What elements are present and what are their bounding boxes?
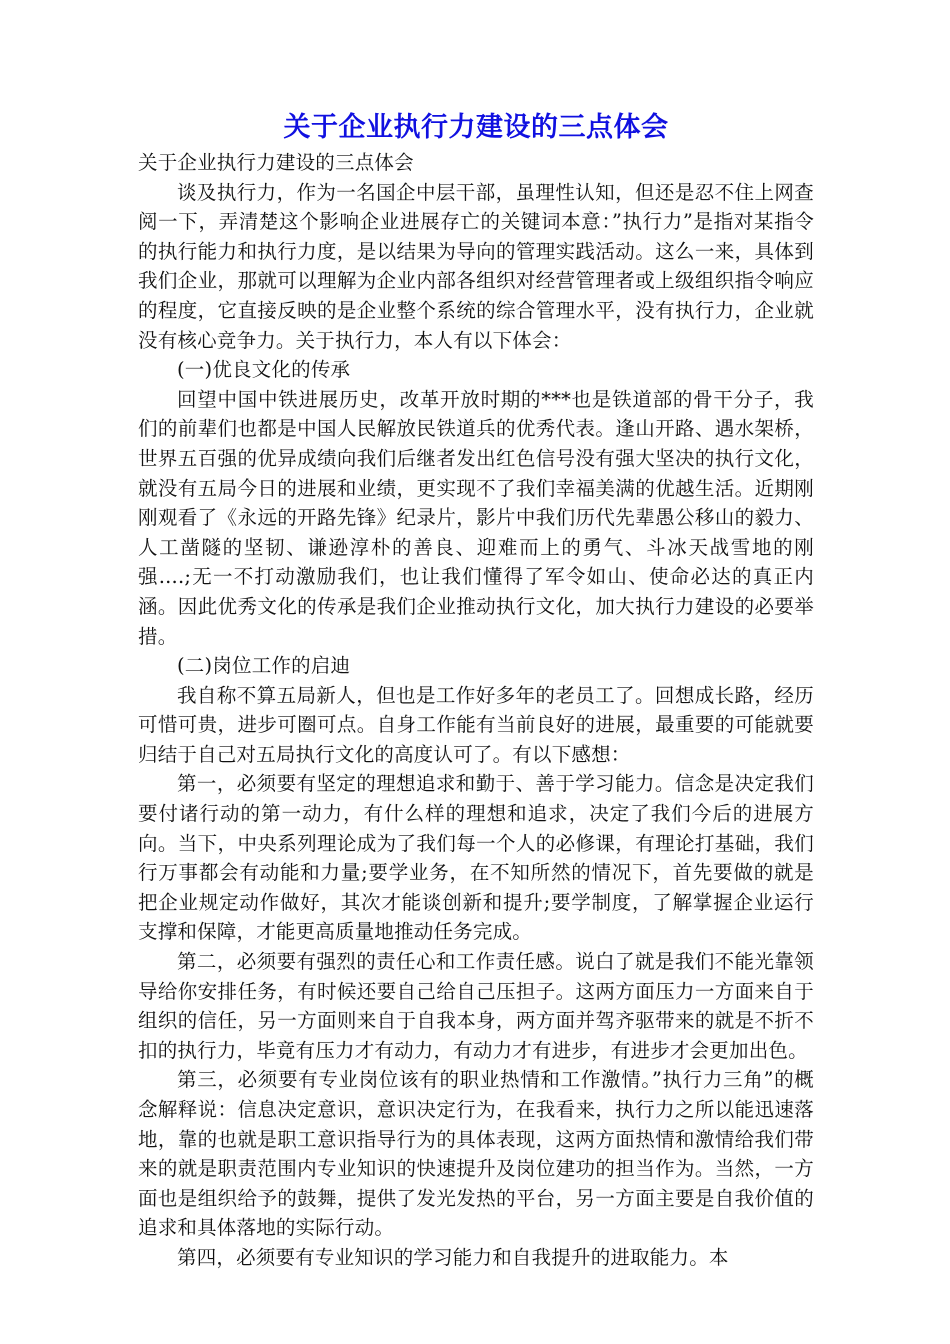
document-subtitle: 关于企业执行力建设的三点体会 — [138, 151, 414, 174]
document-title: 关于企业执行力建设的三点体会 — [283, 112, 669, 143]
paragraph-point-2: 第二，必须要有强烈的责任心和工作责任感。说白了就是我们不能光靠领导给你安排任务，有时候还要自己给自己压担子。这两方面压力一方面来自于组织的信任，另一方面则来自于自我本身，两方面并驾齐驱带来的就是不折不扣的执行力，毕竟有压力才有动力，有动力才有进步，有进步才会更加出色。 — [138, 950, 814, 1062]
document-page — [138, 108, 814, 1273]
paragraph-point-1: 第一，必须要有坚定的理想追求和勤于、善于学习能力。信念是决定我们要付诸行动的第一动力，有什么样的理想和追求，决定了我们今后的进展方向。当下，中央系列理论成为了我们每一个人的必修课，有理论打基础，我们行万事都会有动能和力量;要学业务，在不知所然的情况下，首先要做的就是把企业规定动作做好，其次才能谈创新和提升;要学制度，了解掌握企业运行支撑和保障，才能更高质量地推动任务完成。 — [138, 772, 814, 944]
paragraph-culture: 回望中国中铁进展历史，改革开放时期的***也是铁道部的骨干分子，我们的前辈们也都是中国人民解放民铁道兵的优秀代表。逢山开路、遇水架桥，世界五百强的优异成绩向我们后继者发出红色信号没有强大坚决的执行文化，就没有五局今日的进展和业绩，更实现不了我们幸福美满的优越生活。近期刚刚观看了《永远的开路先锋》纪录片，影片中我们历代先辈愚公移山的毅力、人工凿隧的坚韧、谦逊淳朴的善良、迎难而上的勇气、斗冰天战雪地的刚强....;无一不打动激励我们，也让我们懂得了军令如山、使命必达的真正内涵。因此优秀文化的传承是我们企业推动执行文化，加大执行力建设的必要举措。 — [138, 387, 814, 648]
section-heading-2: (二)岗位工作的启迪 — [177, 654, 351, 678]
document-body — [138, 148, 814, 1273]
paragraph-work: 我自称不算五局新人，但也是工作好多年的老员工了。回想成长路，经历可惜可贵，进步可圈可点。自身工作能有当前良好的进展，最重要的可能就要归结于自己对五局执行文化的高度认可了。有以下感想： — [138, 683, 814, 766]
paragraph-point-3: 第三，必须要有专业岗位该有的职业热情和工作激情。”执行力三角”的概念解释说：信息决定意识，意识决定行为，在我看来，执行力之所以能迅速落地，靠的也就是职工意识指导行为的具体表现，这两方面热情和激情给我们带来的就是职责范围内专业知识的快速提升及岗位建功的担当作为。当然，一方面也是组织给予的鼓舞，提供了发光发热的平台，另一方面主要是自我价值的追求和具体落地的实际行动。 — [138, 1068, 814, 1240]
section-heading-1: (一)优良文化的传承 — [177, 358, 351, 382]
paragraph-point-4: 第四，必须要有专业知识的学习能力和自我提升的进取能力。本 — [177, 1245, 729, 1269]
paragraph-intro: 谈及执行力，作为一名国企中层干部，虽理性认知，但还是忍不住上网查阅一下，弄清楚这个影响企业进展存亡的关键词本意：”执行力”是指对某指令的执行能力和执行力度，是以结果为导向的管理实践活动。这么一来，具体到我们企业，那就可以理解为企业内部各组织对经营管理者或上级组织指令响应的程度，它直接反映的是企业整个系统的综合管理水平，没有执行力，企业就没有核心竞争力。关于执行力，本人有以下体会： — [138, 180, 814, 352]
